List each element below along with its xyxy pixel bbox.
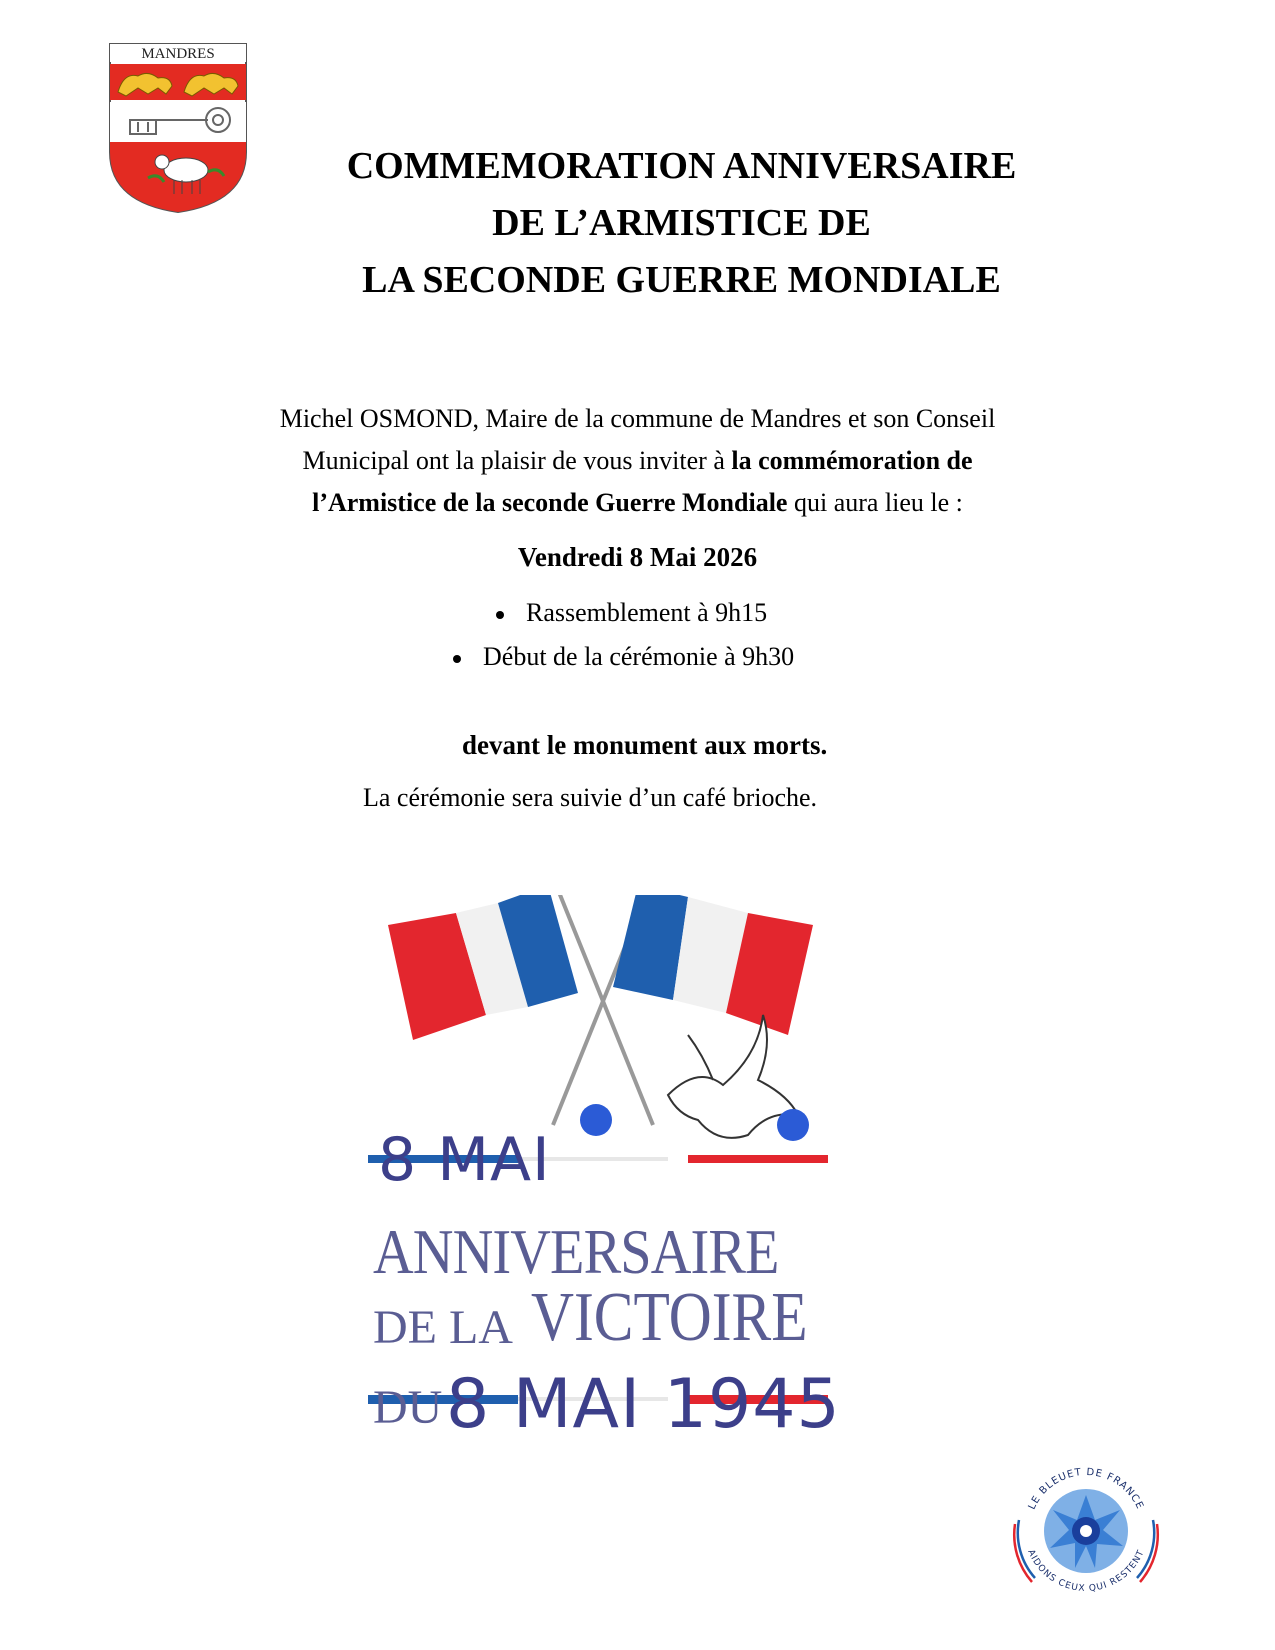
poster-line-1: ANNIVERSAIRE	[373, 1216, 779, 1287]
page-title	[0, 138, 1275, 309]
event-date: Vendredi 8 Mai 2026	[517, 542, 758, 572]
poster-line-2-big: VICTOIRE	[531, 1279, 808, 1356]
poster-line-3-small: DU	[373, 1381, 443, 1434]
invitation-line-1: Michel OSMOND, Maire de la commune de Mandres et son Conseil	[279, 404, 996, 433]
invitation-line-2-plain: Municipal ont la plaisir de vous inviter à	[302, 446, 732, 475]
bullet-icon	[453, 655, 461, 663]
invitation-line-2-bold: la commémoration de	[731, 446, 973, 475]
poster-line-2-small: DE LA	[373, 1301, 513, 1354]
title-line-2: DE L’ARMISTICE DE	[492, 202, 871, 244]
schedule-item-text: Rassemblement à 9h15	[526, 598, 768, 627]
bleuet-bottom-text: AIDONS CEUX QUI RESTENT	[1025, 1548, 1147, 1595]
event-location: devant le monument aux morts.	[462, 730, 828, 760]
schedule-item-text: Début de la cérémonie à 9h30	[483, 642, 795, 671]
poster-date-label: 8 MAI	[378, 1125, 551, 1195]
invitation-text	[0, 398, 1275, 524]
cornflower-logo-icon	[1005, 1450, 1167, 1612]
invitation-line-2	[0, 440, 1275, 482]
invitation-line-3-bold: l’Armistice de la seconde Guerre Mondiale	[312, 488, 788, 517]
schedule-item	[453, 642, 794, 672]
bullet-icon	[496, 611, 504, 619]
title-line-3: LA SECONDE GUERRE MONDIALE	[362, 259, 1001, 301]
crest-town-name: MANDRES	[141, 46, 215, 62]
bleuet-de-france-logo	[1005, 1450, 1167, 1612]
event-followup: La cérémonie sera suivie d’un café brioche.	[363, 783, 818, 812]
cornflower-icon	[580, 1104, 612, 1136]
title-line-1: COMMEMORATION ANNIVERSAIRE	[346, 145, 1017, 187]
poster-line-3-big: 8 MAI 1945	[446, 1365, 841, 1444]
victory-poster	[368, 895, 880, 1455]
invitation-line-3	[0, 482, 1275, 524]
invitation-line-3-plain: qui aura lieu le :	[787, 488, 963, 517]
bleuet-top-text: LE BLEUET DE FRANCE	[1026, 1466, 1146, 1512]
schedule-item	[496, 598, 767, 628]
